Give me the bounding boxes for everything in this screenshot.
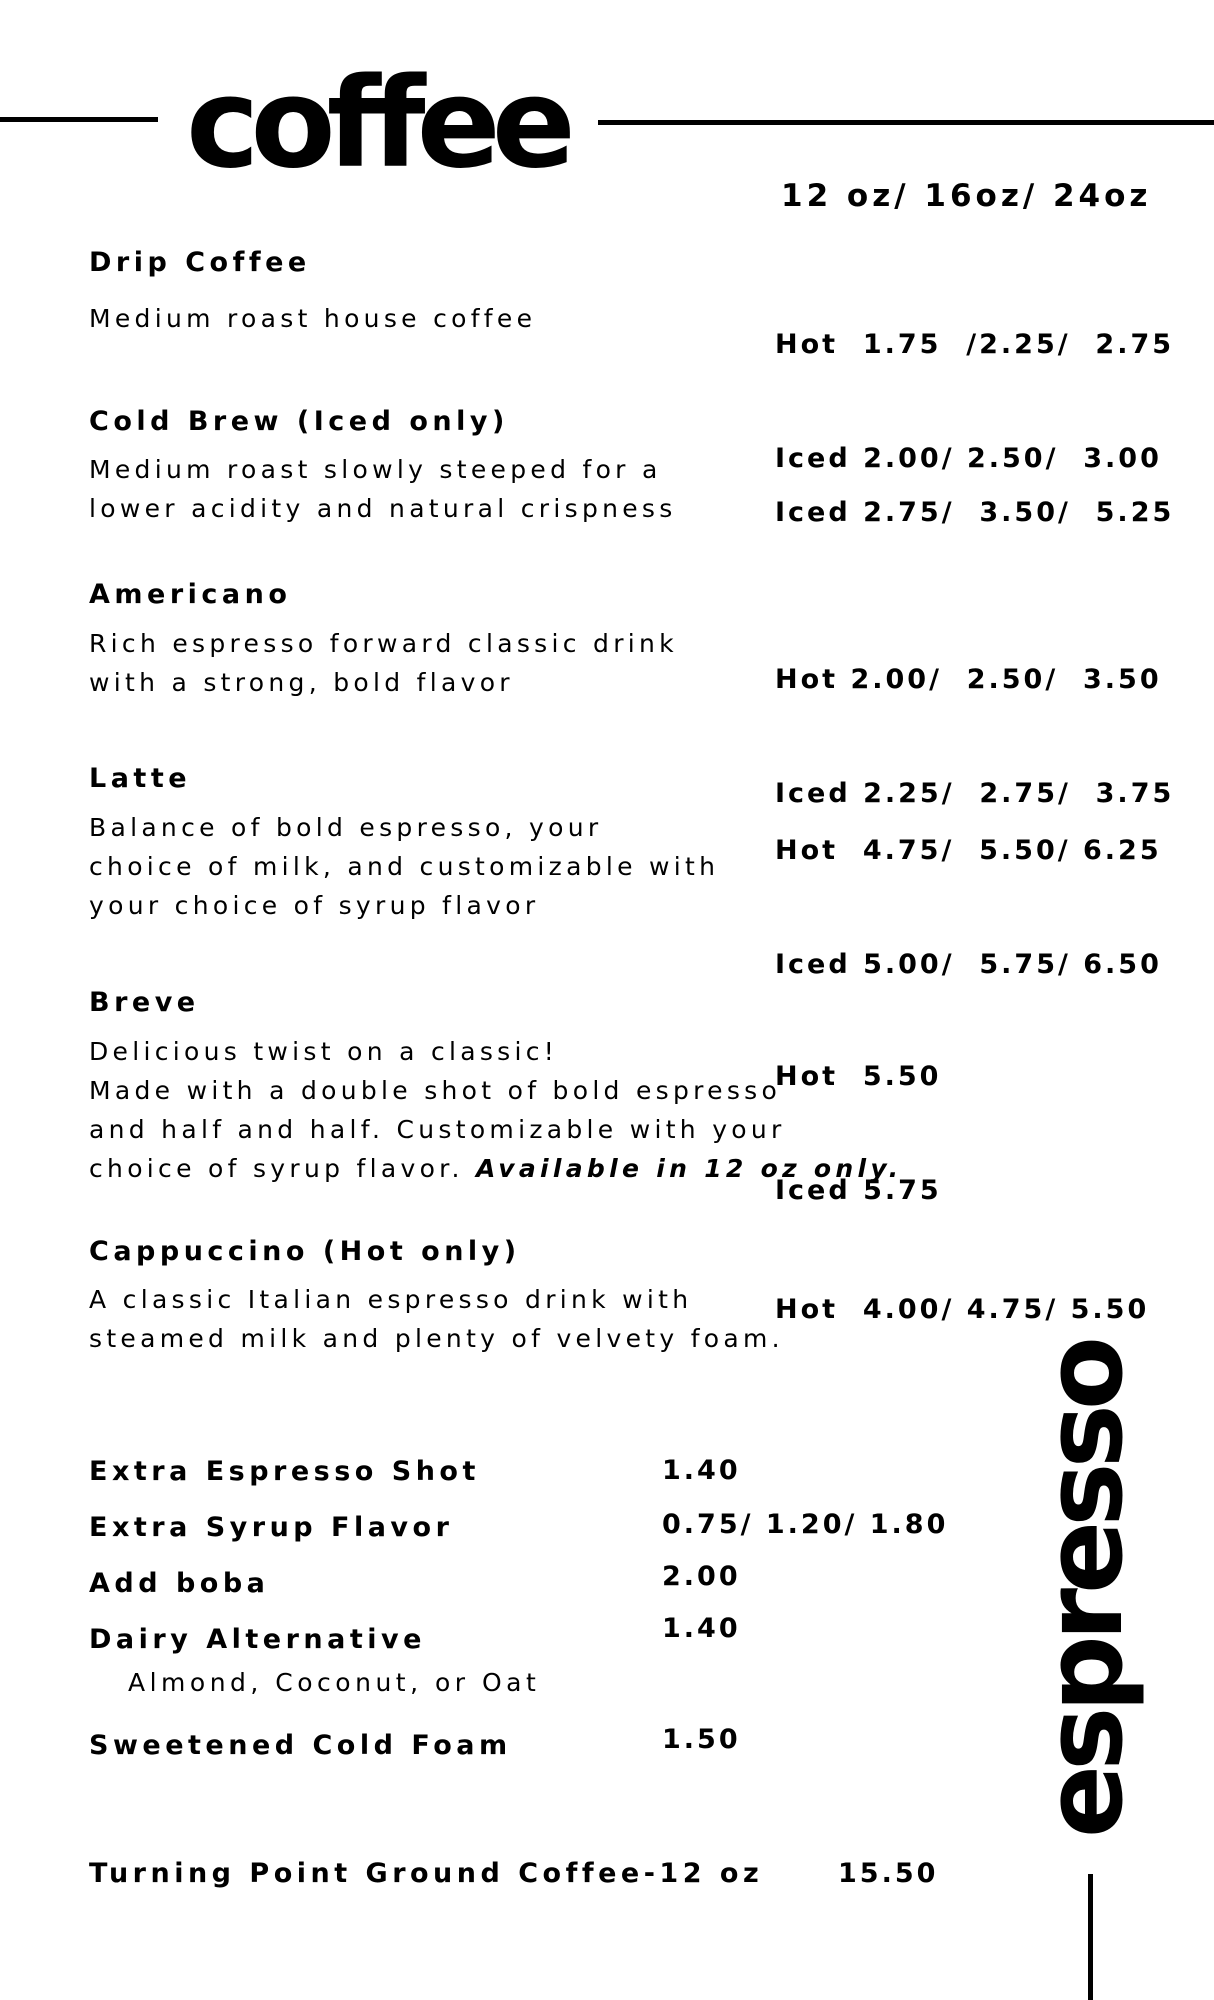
header-rule-right xyxy=(598,120,1214,125)
retail-item-name: Turning Point Ground Coffee-12 oz xyxy=(89,1858,764,1889)
item-name: Breve xyxy=(89,987,200,1018)
item-name: Americano xyxy=(89,579,292,610)
item-prices: Iced 2.75/ 3.50/ 5.25 xyxy=(775,497,1175,528)
item-name: Cold Brew (Iced only) xyxy=(89,406,509,437)
addon-price: 1.50 xyxy=(662,1724,741,1755)
item-name: Latte xyxy=(89,763,192,794)
addon-name: Extra Syrup Flavor xyxy=(89,1512,454,1543)
item-description: Balance of bold espresso, your choice of milk, and customizable with your choice of syrup flavor xyxy=(89,813,720,920)
addon-name: Sweetened Cold Foam xyxy=(89,1730,512,1761)
addon-price: 1.40 xyxy=(662,1455,741,1486)
size-note: Available in 12 oz only. xyxy=(475,1154,903,1183)
header-rule-left xyxy=(0,117,158,122)
addon-price: 1.40 xyxy=(662,1613,741,1644)
item-prices: Hot 5.50 Iced 5.75 xyxy=(775,1061,942,1206)
retail-item-price: 15.50 xyxy=(838,1858,939,1889)
item-description: Medium roast slowly steeped for a lower acidity and natural crispness xyxy=(89,455,677,523)
addon-subtext: Almond, Coconut, or Oat xyxy=(128,1668,541,1697)
item-prices: Hot 1.75 /2.25/ 2.75 Iced 2.00/ 2.50/ 3.00 xyxy=(775,329,1175,474)
menu-title: coffee xyxy=(186,52,567,196)
addon-name: Dairy Alternative xyxy=(89,1624,426,1655)
addon-price: 2.00 xyxy=(662,1561,741,1592)
item-prices: Hot 4.75/ 5.50/ 6.25 Iced 5.00/ 5.75/ 6.50 xyxy=(775,835,1162,980)
size-header: 12 oz/ 16oz/ 24oz xyxy=(781,178,1152,214)
addon-name: Add boba xyxy=(89,1568,270,1599)
item-name: Drip Coffee xyxy=(89,247,311,278)
addon-price: 0.75/ 1.20/ 1.80 xyxy=(662,1509,949,1540)
side-label-espresso: espresso xyxy=(1022,1341,1147,1839)
item-description: Medium roast house coffee xyxy=(89,304,537,333)
item-description: A classic Italian espresso drink with steamed milk and plenty of velvety foam. xyxy=(89,1285,784,1353)
item-description: Delicious twist on a classic! Made with a double shot of bold espresso and half and half. Customizable with your choice of syrup flavor. Available in 12 oz only. xyxy=(89,1037,903,1183)
addon-name: Extra Espresso Shot xyxy=(89,1456,480,1487)
item-prices: Hot 2.00/ 2.50/ 3.50 Iced 2.25/ 2.75/ 3.75 xyxy=(775,664,1175,809)
item-prices: Hot 4.00/ 4.75/ 5.50 xyxy=(775,1294,1150,1325)
item-description: Rich espresso forward classic drink with a strong, bold flavor xyxy=(89,629,678,697)
item-name: Cappuccino (Hot only) xyxy=(89,1236,521,1267)
side-vertical-rule xyxy=(1088,1874,1093,2000)
